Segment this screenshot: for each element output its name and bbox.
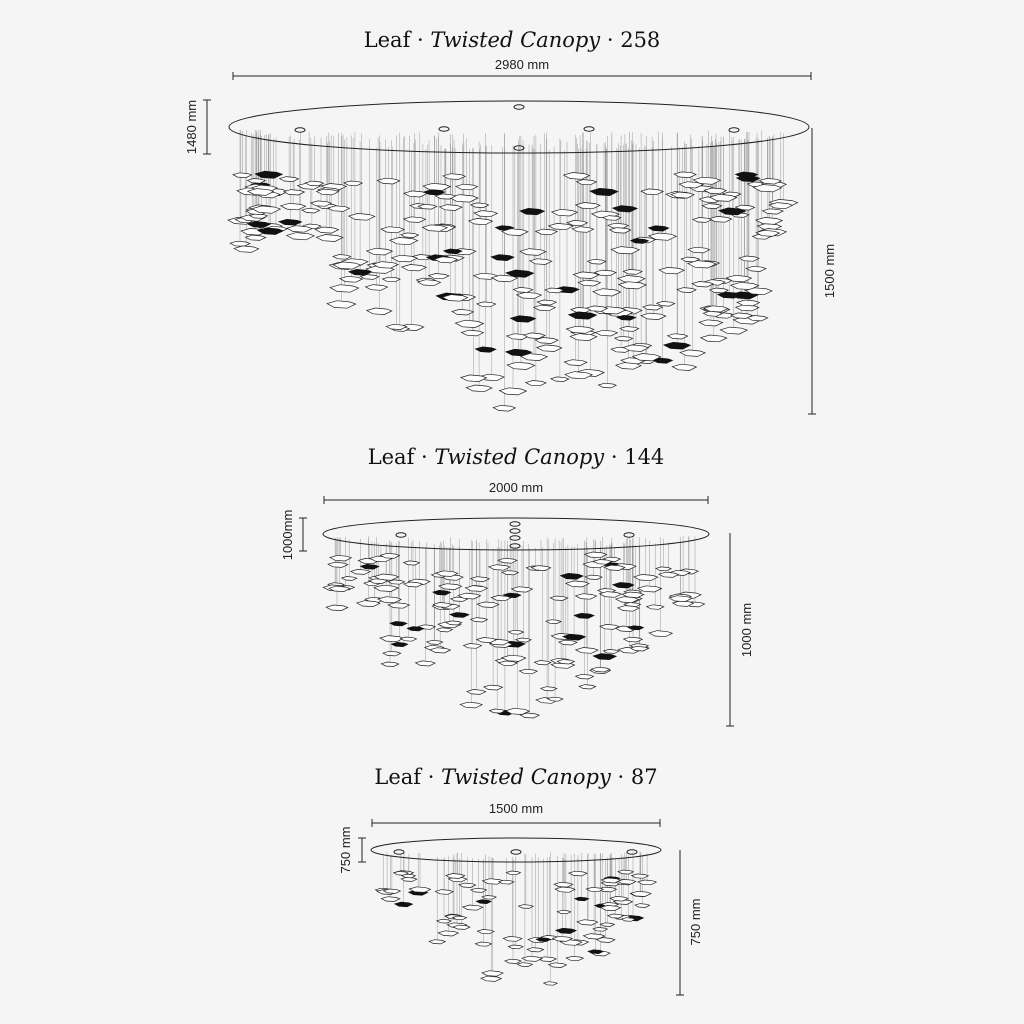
leaf-element — [513, 287, 532, 292]
leaf-element — [505, 959, 521, 963]
canopy-depth-dimension — [338, 827, 366, 874]
leaf-element — [390, 622, 407, 626]
leaf-element — [688, 247, 710, 253]
leaf-element — [330, 555, 351, 561]
leaf-element — [537, 345, 562, 352]
canopy-depth-label: 750 mm — [338, 826, 353, 874]
drop-dimension — [676, 850, 703, 995]
leaf-element — [634, 574, 658, 580]
leaf-element — [604, 649, 619, 653]
width-label: 1500 mm — [488, 801, 544, 816]
leaf-element — [508, 945, 523, 949]
leaf-element — [374, 585, 398, 591]
leaf-element — [520, 249, 546, 256]
leaf-element — [450, 613, 469, 618]
leaf-element — [546, 620, 561, 624]
width-label: 2000 mm — [488, 480, 544, 495]
leaf-element — [433, 590, 451, 595]
leaf-element — [506, 871, 520, 875]
leaf-element — [281, 203, 306, 210]
fixture-87 — [338, 765, 703, 995]
leaf-element — [349, 213, 375, 220]
leaf-element — [559, 640, 577, 645]
canopy-disc — [323, 518, 709, 550]
width-dimension — [372, 801, 660, 827]
leaf-element — [437, 628, 453, 632]
leaf-element — [680, 350, 705, 357]
leaf-element — [255, 171, 282, 178]
leaf-element — [574, 613, 594, 618]
leaf-element — [367, 248, 393, 255]
drop-label: 1500 mm — [822, 243, 837, 299]
leaf-element — [471, 888, 487, 892]
leaf-element — [635, 904, 650, 908]
leaf-element — [287, 233, 315, 240]
leaf-element — [463, 644, 481, 649]
leaf-element — [478, 929, 495, 933]
leaf-element — [566, 581, 589, 587]
leaf-element — [381, 227, 404, 233]
leaf-element — [465, 586, 487, 592]
leaf-element — [381, 897, 399, 902]
leaf-element — [564, 173, 590, 180]
leaf-element — [556, 928, 576, 933]
leaf-element — [527, 948, 543, 952]
leaf-element — [476, 900, 491, 904]
leaf-element — [489, 565, 510, 571]
leaf-element — [246, 235, 266, 240]
leaf-element — [566, 956, 583, 960]
leaf-element — [593, 654, 616, 660]
leaf-element — [549, 223, 573, 229]
leaf-element — [404, 217, 426, 223]
leaf-element — [746, 266, 766, 271]
leaf-element — [570, 334, 597, 341]
leaf-element — [593, 927, 607, 931]
leaf-element — [395, 902, 413, 907]
leaf-element — [391, 642, 408, 646]
leaf-element — [756, 217, 782, 224]
fixture-144 — [280, 445, 754, 726]
leaf-element — [517, 292, 542, 298]
width-dimension — [233, 57, 811, 80]
leaf-element — [600, 923, 614, 927]
leaf-element — [551, 377, 569, 382]
leaf-element — [328, 562, 348, 567]
leaf-element — [507, 362, 535, 369]
leaf-element — [333, 255, 351, 260]
leaf-element — [430, 648, 450, 653]
leaf-element — [737, 300, 759, 306]
leaf-element — [477, 302, 496, 307]
leaf-element — [576, 674, 594, 679]
leaf-element — [453, 925, 470, 929]
fixture-title: Leaf · Twisted Canopy · 144 — [367, 445, 665, 469]
canopy-depth-label: 1480 mm — [184, 99, 199, 155]
fixture-258 — [184, 28, 837, 414]
canopy-depth-label: 1000mm — [280, 509, 295, 561]
leaf-element — [638, 586, 662, 592]
leaf-element — [575, 897, 589, 901]
leaf-element — [443, 174, 465, 180]
fixture-title: Leaf · Twisted Canopy · 258 — [363, 28, 661, 52]
leaf-element — [577, 180, 597, 185]
leaf-element — [383, 277, 401, 282]
suspension-cables — [335, 536, 695, 716]
leaf-element — [474, 211, 497, 217]
leaf-element — [327, 301, 356, 309]
leaf-element — [576, 203, 600, 209]
leaf-element — [230, 241, 250, 246]
leaf-element — [390, 237, 418, 244]
leaf-element — [699, 320, 723, 326]
leaf-element — [503, 936, 522, 941]
leaf-element — [482, 896, 496, 900]
leaf-element — [361, 564, 379, 569]
leaf-element — [402, 874, 416, 878]
leaf-element — [590, 188, 618, 195]
leaf-element — [508, 630, 523, 634]
leaf-element — [610, 228, 631, 234]
leaf-element — [499, 880, 514, 884]
leaf-element — [569, 312, 597, 319]
leaf-element — [233, 173, 252, 178]
leaf-element — [493, 405, 515, 411]
leaf-element — [351, 569, 370, 574]
leaf-element — [641, 313, 666, 320]
leaf-element — [615, 336, 633, 341]
leaf-element — [284, 190, 305, 195]
leaf-element — [280, 177, 299, 182]
leaf-element — [519, 905, 534, 909]
leaf-element — [585, 552, 607, 558]
leaf-element — [599, 383, 617, 388]
leaf-element — [611, 247, 639, 254]
width-label: 2980 mm — [494, 57, 550, 72]
leaf-element — [619, 282, 646, 289]
leaf-element — [569, 871, 587, 876]
leaf-element — [701, 335, 727, 342]
leaf-element — [573, 272, 599, 279]
leaf-element — [247, 179, 265, 184]
leaf-element — [500, 388, 527, 395]
leaf-element — [632, 874, 649, 878]
leaf-element — [423, 183, 450, 190]
leaf-element — [416, 661, 436, 666]
leaf-element — [402, 265, 427, 271]
leaf-element — [552, 209, 578, 216]
leaf-element — [585, 575, 602, 579]
leaf-element — [342, 577, 357, 581]
leaf-element — [550, 596, 567, 601]
leaf-element — [623, 269, 642, 274]
leaf-element — [452, 309, 473, 315]
leaf-element — [340, 276, 363, 282]
fixture-title: Leaf · Twisted Canopy · 87 — [374, 765, 658, 789]
canopy-depth-dimension — [280, 510, 307, 561]
leaf-element — [482, 971, 503, 977]
leaf-element — [437, 919, 451, 923]
drop-label: 750 mm — [688, 898, 703, 946]
leaf-element — [461, 330, 483, 336]
drop-dimension — [726, 533, 754, 726]
leaf-element — [388, 603, 409, 609]
leaf-element — [511, 316, 536, 323]
leaf-element — [316, 235, 343, 242]
leaf-element — [463, 905, 483, 910]
leaf-element — [467, 690, 486, 695]
leaf-element — [530, 259, 552, 265]
leaf-element — [577, 920, 598, 925]
leaf-element — [520, 669, 538, 674]
leaf-element — [549, 963, 567, 968]
leaf-element — [677, 288, 696, 293]
leaf-element — [404, 561, 420, 565]
leaf-element — [460, 702, 482, 708]
leaf-element — [234, 246, 259, 253]
leaf-element — [564, 360, 587, 366]
drop-label: 1000 mm — [739, 602, 754, 658]
leaf-element — [400, 637, 416, 641]
leaf-element — [302, 208, 320, 213]
leaf-element — [579, 685, 596, 689]
leaf-element — [475, 942, 491, 946]
leaf-element — [595, 330, 617, 336]
leaf-element — [344, 181, 362, 186]
leaf-element — [512, 587, 533, 592]
width-dimension — [324, 480, 708, 504]
leaf-element — [315, 227, 338, 233]
leaf-element — [440, 205, 462, 211]
leaf-element — [544, 982, 558, 986]
leaf-element — [517, 963, 532, 967]
leaf-element — [672, 364, 696, 370]
leaf-element — [576, 648, 598, 654]
drop-dimension — [808, 128, 837, 414]
leaf-element — [330, 285, 359, 293]
leaf-element — [657, 301, 675, 306]
leaf-element — [516, 638, 531, 642]
leaf-element — [367, 308, 392, 315]
leaf-element — [438, 931, 458, 936]
leaf-element — [378, 597, 401, 603]
leaf-element — [534, 305, 556, 311]
canopy-depth-dimension — [184, 100, 211, 154]
leaf-element — [429, 940, 445, 944]
leaf-element — [668, 334, 688, 339]
leaf-element — [617, 315, 636, 320]
leaf-element — [576, 594, 597, 600]
leaf-element — [435, 890, 453, 895]
leaf-element — [597, 938, 615, 943]
leaf-element — [555, 887, 575, 892]
leaf-element — [526, 381, 546, 386]
leaf-element — [618, 870, 633, 874]
leaf-element — [477, 602, 499, 608]
leaf-element — [499, 661, 517, 666]
leaf-element — [381, 662, 398, 667]
leaf-element — [649, 631, 672, 637]
leaf-element — [484, 685, 503, 690]
leaf-element — [541, 687, 557, 691]
leaf-element — [456, 184, 478, 190]
leaf-element — [534, 661, 551, 665]
leaf-element — [466, 385, 492, 392]
leaf-element — [475, 347, 496, 352]
leaf-element — [429, 274, 449, 279]
leaf-element — [561, 573, 584, 579]
leaf-element — [326, 605, 348, 611]
leaf-element — [618, 276, 645, 283]
leaf-element — [481, 976, 501, 981]
leaf-element — [383, 651, 401, 656]
leaf-element — [537, 300, 556, 305]
leaf-element — [471, 618, 488, 622]
leaf-element — [763, 209, 784, 214]
leaf-element — [366, 285, 388, 291]
leaf-element — [647, 605, 664, 610]
leaf-element — [720, 327, 747, 334]
leaf-element — [554, 882, 573, 887]
canopy-fittings — [396, 522, 634, 548]
leaf-element — [491, 255, 514, 261]
leaf-element — [279, 219, 302, 225]
leaf-element — [557, 910, 570, 914]
leaf-element — [664, 342, 691, 349]
